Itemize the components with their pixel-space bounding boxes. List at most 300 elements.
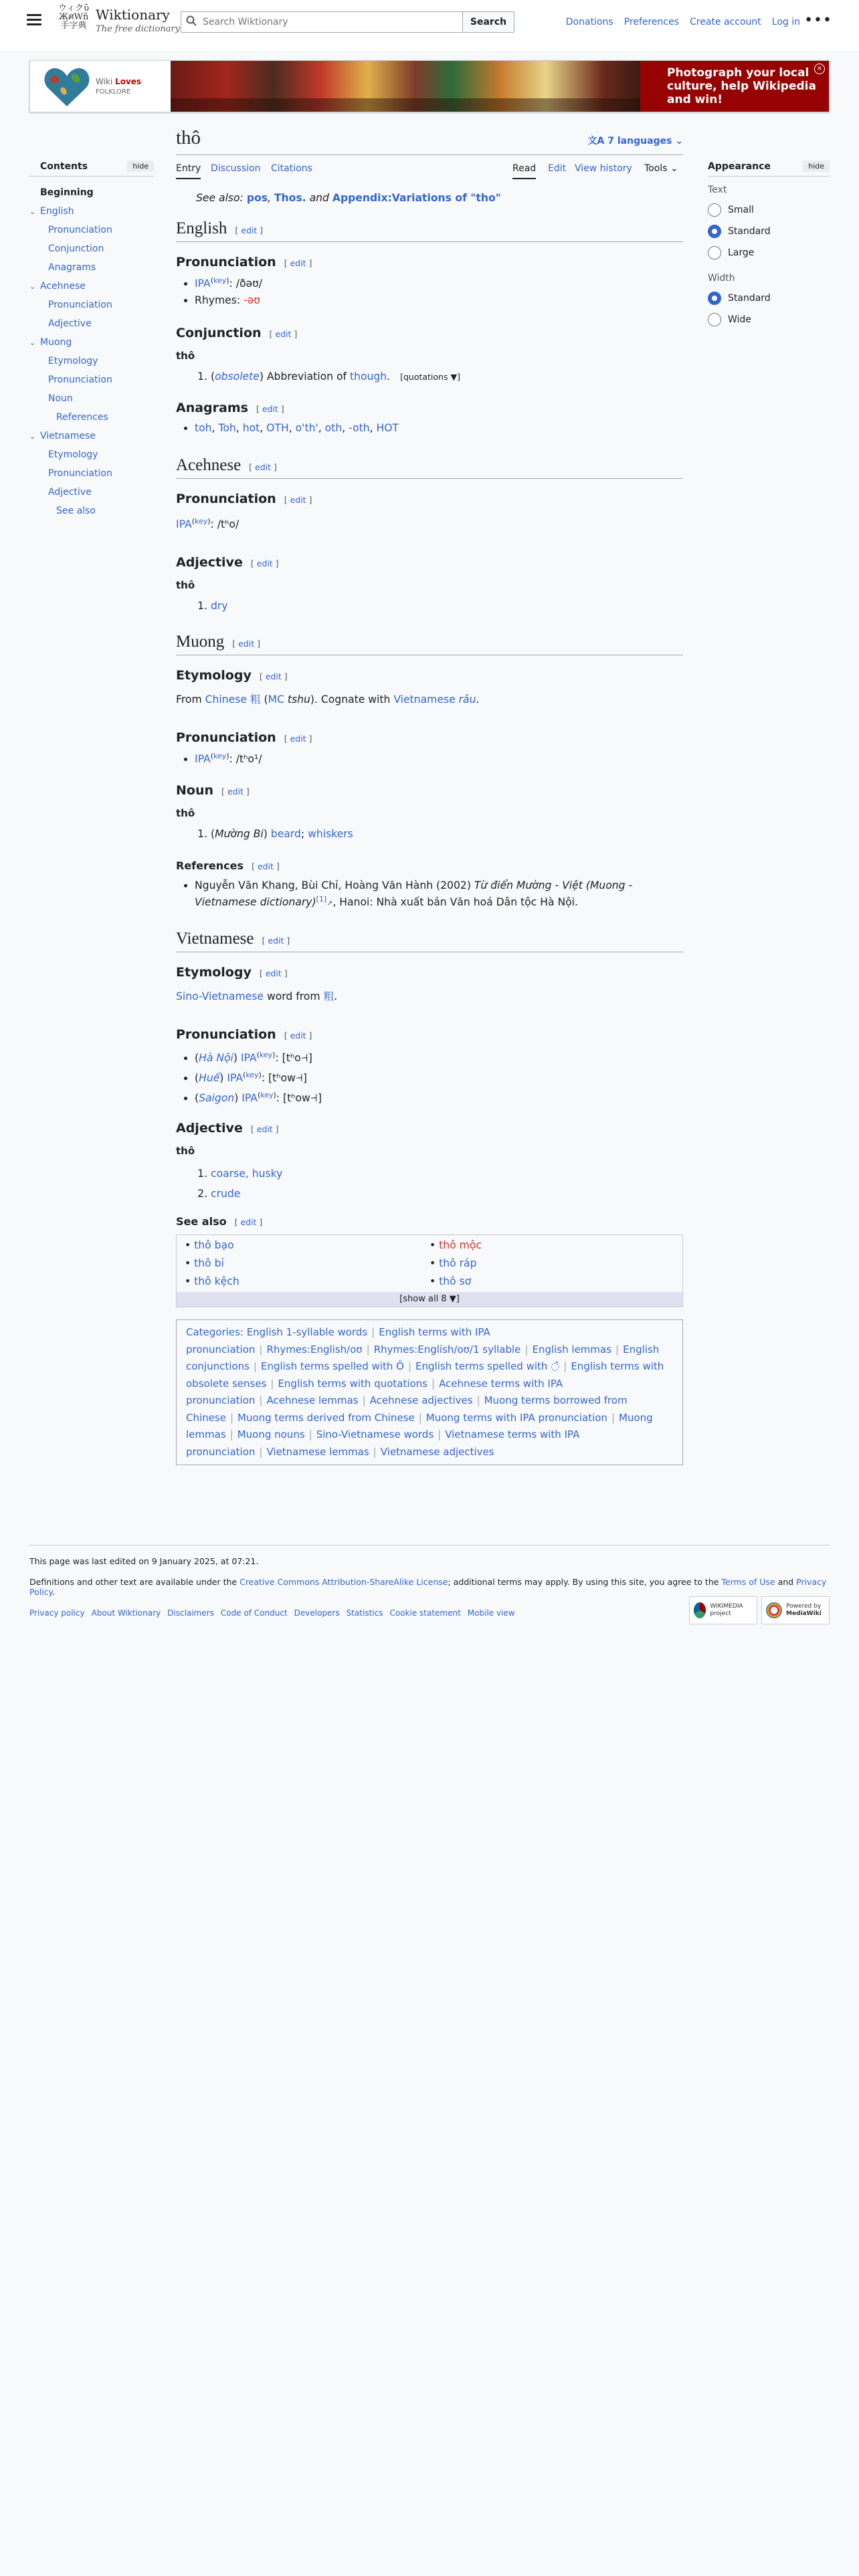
- category-link[interactable]: Muong terms borrowed from Chinese: [186, 1394, 628, 1424]
- heading-vietnamese: Vietnamese: [176, 930, 254, 948]
- text: word from: [266, 990, 320, 1002]
- toc-item-label: Conjunction: [48, 243, 104, 254]
- section-english-pronunciation: Pronunciation [ edit ]: [176, 255, 312, 270]
- heart-globe-icon: [43, 66, 90, 108]
- toc-item-label: Vietnamese: [40, 431, 96, 441]
- see-also-link[interactable]: thô bạo: [194, 1239, 234, 1251]
- section-vietnamese: Vietnamese [ edit ]: [176, 930, 683, 952]
- edit-link[interactable]: edit: [256, 558, 273, 568]
- footer-link[interactable]: Mobile view: [467, 1608, 515, 1618]
- toc-item[interactable]: [29, 183, 154, 202]
- category-link[interactable]: Vietnamese terms with IPA pronunciation: [186, 1428, 580, 1458]
- list-item: • thô kệch: [185, 1275, 240, 1287]
- tab-read[interactable]: Read: [512, 163, 536, 179]
- sino-vietnamese-link[interactable]: Sino-Vietnamese: [176, 990, 264, 1002]
- rau-link[interactable]: râu: [458, 693, 476, 706]
- footer-badges: [689, 1596, 830, 1624]
- section-vietnamese-adjective: Adjective [ edit ]: [176, 1121, 279, 1136]
- toc-title: Contents: [40, 160, 88, 172]
- toc-item[interactable]: [29, 464, 154, 483]
- chinese-link[interactable]: Chinese: [205, 693, 247, 706]
- tab-discussion[interactable]: Discussion: [211, 163, 261, 174]
- category-link[interactable]: Rhymes:English/oʊ: [266, 1343, 363, 1356]
- definition-link[interactable]: crude: [211, 1188, 241, 1200]
- license-mid: ; additional terms may apply. By using this site, you agree to the: [448, 1577, 719, 1587]
- though-link[interactable]: though: [349, 370, 387, 383]
- category-separator: |: [418, 1411, 422, 1424]
- toc-item-label: Anagrams: [48, 262, 96, 273]
- banner-cta[interactable]: Photograph your local culture, help Wikipedia and win!: [640, 61, 830, 112]
- definition-list: [176, 368, 683, 385]
- ref-external-link[interactable]: [1]: [316, 894, 327, 903]
- footer-link[interactable]: Statistics: [346, 1608, 383, 1618]
- definition: [211, 1164, 683, 1184]
- mediawiki-text-1: Powered by: [786, 1603, 822, 1610]
- list-item: • (Saigon) $IPA^{(key)}$: [tʰow˧˧]: [195, 1088, 683, 1108]
- wlf-wordmark: [96, 77, 141, 97]
- ipa-link[interactable]: IPA: [195, 753, 211, 765]
- category-link[interactable]: English conjunctions: [186, 1343, 660, 1372]
- category-link[interactable]: Rhymes:English/oʊ/1 syllable: [373, 1343, 521, 1356]
- logo-glyph: 手: [60, 21, 70, 31]
- toc-item-label: See also: [56, 506, 96, 516]
- banner-photo: [171, 61, 640, 112]
- mc-link[interactable]: MC: [268, 693, 284, 706]
- category-separator: |: [432, 1377, 436, 1390]
- rhymes-link[interactable]: -əʊ: [244, 294, 260, 306]
- chevron-down-icon[interactable]: ⌄: [29, 282, 36, 291]
- external-link-icon: ↗: [326, 899, 333, 907]
- section-vietnamese-etymology: Etymology [ edit ]: [176, 965, 288, 980]
- category-link[interactable]: English lemmas: [532, 1343, 612, 1356]
- toc-item[interactable]: [29, 483, 154, 502]
- list-item: • $IPA^{(key)}$: /ðəʊ/: [195, 276, 683, 292]
- edit-link[interactable]: edit: [265, 968, 282, 978]
- wikimedia-badge-text: WIKIMEDIA project: [710, 1603, 743, 1617]
- footer-link[interactable]: Cookie statement: [389, 1608, 461, 1618]
- entry-body: [176, 190, 683, 1465]
- close-icon[interactable]: ×: [814, 64, 825, 74]
- muong-etymology-text: From Chinese 粗 (MC tshu). Cognate with Vietnamese râu.: [176, 693, 480, 706]
- edit-link[interactable]: edit: [290, 495, 306, 505]
- user-link-donations[interactable]: Donations: [565, 17, 613, 27]
- toc-item-label: Pronunciation: [48, 468, 112, 479]
- toc-item-label: Acehnese: [40, 281, 86, 292]
- see-also-link[interactable]: thô bỉ: [194, 1257, 224, 1269]
- pronunciation-list: [176, 1048, 683, 1108]
- section-muong-references: References [ edit ]: [176, 859, 280, 872]
- wiki-loves-folklore-logo: [30, 61, 171, 112]
- brand-tagline: The free dictionary: [96, 24, 181, 34]
- list-item: • (Huế) $IPA^{(key)}$: [tʰow˧˧]: [195, 1068, 683, 1088]
- edit-link[interactable]: edit: [240, 1217, 257, 1227]
- edit-link[interactable]: edit: [257, 861, 274, 871]
- edit-link[interactable]: edit: [255, 462, 272, 472]
- anagram-link[interactable]: OTH: [266, 422, 289, 434]
- toc-item[interactable]: [29, 427, 154, 445]
- user-link-create-account[interactable]: Create account: [690, 17, 761, 27]
- mc-form: tshu: [287, 693, 310, 706]
- site-header: [0, 0, 859, 51]
- footer-link[interactable]: Disclaimers: [167, 1608, 214, 1618]
- toc-item[interactable]: [29, 370, 154, 389]
- category-link[interactable]: English terms with quotations: [278, 1377, 427, 1390]
- dialect-link[interactable]: [199, 1072, 219, 1084]
- heading: Pronunciation: [176, 730, 276, 745]
- search-icon: [181, 15, 201, 29]
- heading: Etymology: [176, 965, 252, 980]
- toc-item[interactable]: [29, 408, 154, 427]
- toc-item-label: Muong: [40, 337, 72, 348]
- ipa-link[interactable]: IPA: [240, 1052, 257, 1064]
- toc-item-label: Beginning: [40, 187, 94, 198]
- heading: Adjective: [176, 555, 243, 570]
- wlf-wiki: Wiki: [96, 77, 113, 86]
- edit-link[interactable]: edit: [290, 258, 306, 268]
- radio-button[interactable]: [708, 313, 721, 326]
- headword: thô: [176, 579, 195, 591]
- category-link[interactable]: Acehnese adjectives: [369, 1394, 473, 1406]
- definition: 1. (Mường Bi) beard; whiskers: [211, 826, 683, 843]
- category-link[interactable]: English terms with obsolete senses: [186, 1360, 664, 1390]
- more-options-icon[interactable]: •••: [804, 12, 832, 29]
- whiskers-link[interactable]: whiskers: [308, 828, 353, 840]
- language-button[interactable]: [588, 134, 683, 147]
- toc-item-label: Etymology: [48, 449, 98, 460]
- category-separator: |: [229, 1428, 233, 1440]
- text-size-option[interactable]: [708, 199, 830, 221]
- hatnote-prefix: See also:: [196, 192, 244, 204]
- toc-item[interactable]: [29, 296, 154, 314]
- quotations-toggle[interactable]: [quotations ▼]: [400, 372, 460, 382]
- terms-link[interactable]: Terms of Use: [721, 1577, 775, 1587]
- width-options: [708, 288, 830, 330]
- category-link[interactable]: Vietnamese adjectives: [380, 1445, 494, 1458]
- toc-list: [29, 183, 154, 520]
- pronunciation-list: [176, 276, 683, 309]
- logo-glyph: ウ: [58, 3, 67, 13]
- category-separator: |: [270, 1377, 274, 1390]
- brand[interactable]: [96, 7, 180, 34]
- section-muong: Muong [ edit ]: [176, 633, 683, 655]
- footer: [29, 1545, 830, 1618]
- footer-link[interactable]: About Wiktionary: [91, 1608, 161, 1618]
- heading: Adjective: [176, 1121, 243, 1136]
- appearance-panel: [708, 160, 830, 330]
- width-option[interactable]: [708, 309, 830, 330]
- category-separator: |: [611, 1411, 615, 1424]
- dialect-link[interactable]: [199, 1092, 234, 1104]
- anagram-link[interactable]: o'th': [295, 422, 318, 434]
- definition: [211, 598, 683, 615]
- category-separator: |: [366, 1343, 370, 1356]
- edit-link[interactable]: edit: [290, 734, 306, 744]
- ipa-link[interactable]: IPA: [195, 278, 211, 290]
- toc-item[interactable]: [29, 314, 154, 333]
- see-also-link[interactable]: thô mộc: [439, 1239, 482, 1251]
- heading: Pronunciation: [176, 255, 276, 270]
- dialect-link[interactable]: [199, 1052, 233, 1064]
- definition-text: Abbreviation of: [266, 370, 347, 383]
- toc-item-label: English: [40, 206, 74, 217]
- anagram-link[interactable]: hot: [242, 422, 260, 434]
- ipa-key-link[interactable]: key: [213, 751, 227, 760]
- footer-link[interactable]: Code of Conduct: [220, 1608, 288, 1618]
- category-separator: |: [259, 1343, 263, 1356]
- footer-link[interactable]: Privacy policy: [29, 1608, 85, 1618]
- category-separator: |: [476, 1394, 480, 1406]
- toc-item-label: Pronunciation: [48, 225, 112, 235]
- edit-link[interactable]: edit: [275, 329, 292, 339]
- text-size-options: [708, 199, 830, 263]
- chevron-down-icon[interactable]: ⌄: [29, 432, 36, 441]
- toc-item[interactable]: [29, 502, 154, 520]
- license-text: Definitions and other text are available under the Creative Commons Attribution-ShareAlike License; additional terms may apply. By using this site, you agree to the Terms of Use and Privacy Policy.: [29, 1577, 827, 1597]
- anagram-link[interactable]: -oth: [349, 422, 370, 434]
- toc-item[interactable]: [29, 258, 154, 277]
- edit-link[interactable]: edit: [256, 1124, 273, 1134]
- heading: See also: [176, 1215, 227, 1228]
- ipa-key-link[interactable]: key: [213, 276, 227, 285]
- main-content: [176, 127, 683, 1465]
- toc-item[interactable]: [29, 445, 154, 464]
- ipa-key-link[interactable]: key: [259, 1050, 273, 1059]
- chinese-char-link[interactable]: 粗: [323, 990, 335, 1002]
- dry-link[interactable]: dry: [211, 600, 228, 612]
- last-edited: This page was last edited on 9 January 2025, at 07:21.: [29, 1556, 259, 1566]
- list-item: • (Hà Nội) $IPA^{(key)}$: [tʰo˧˧]: [195, 1048, 683, 1068]
- toc-item[interactable]: [29, 277, 154, 296]
- logo-glyph: ศ: [68, 12, 74, 22]
- edit-link[interactable]: edit: [268, 936, 284, 946]
- logo-glyph: W: [74, 12, 83, 22]
- category-link[interactable]: Vietnamese lemmas: [266, 1445, 369, 1458]
- anagram-list: [176, 420, 683, 437]
- wiktionary-logo[interactable]: [56, 4, 91, 41]
- category-link[interactable]: Muong terms with IPA pronunciation: [425, 1411, 607, 1424]
- text-size-option[interactable]: [708, 221, 830, 242]
- definition-link[interactable]: coarse, husky: [211, 1168, 283, 1180]
- definition-list: [176, 1164, 683, 1204]
- toc-item[interactable]: [29, 352, 154, 370]
- edit-link[interactable]: edit: [241, 225, 258, 235]
- license-link[interactable]: Creative Commons Attribution-ShareAlike License: [240, 1577, 448, 1587]
- ipa-key-link[interactable]: key: [246, 1070, 259, 1079]
- edit-link[interactable]: edit: [265, 671, 282, 681]
- obsolete-link[interactable]: obsolete: [215, 370, 260, 383]
- toc-hide-button[interactable]: hide: [127, 160, 154, 172]
- category-separator: |: [615, 1343, 619, 1356]
- tools-menu[interactable]: [644, 163, 678, 178]
- category-separator: |: [259, 1445, 263, 1458]
- search-button[interactable]: Search: [462, 11, 514, 33]
- hatnote-and: and: [309, 192, 329, 204]
- user-link-preferences[interactable]: Preferences: [624, 17, 680, 27]
- mediawiki-text-2: MediaWiki: [786, 1610, 822, 1617]
- pronunciation-list: [176, 751, 683, 768]
- anagram-link[interactable]: toh: [195, 422, 212, 434]
- privacy-link[interactable]: Privacy Policy: [29, 1577, 827, 1597]
- category-separator: |: [259, 1394, 263, 1406]
- ipa-link[interactable]: IPA: [242, 1092, 258, 1104]
- toc-item-label: Adjective: [48, 487, 92, 498]
- anagram-link[interactable]: oth: [324, 422, 343, 434]
- heading-muong: Muong: [176, 633, 225, 651]
- text-size-option[interactable]: [708, 242, 830, 263]
- ipa-value: : [tʰo˧˧]: [275, 1052, 312, 1064]
- ipa-key-link[interactable]: key: [194, 516, 208, 526]
- list-item: • thô ráp: [430, 1257, 477, 1269]
- anagram-link[interactable]: Toh: [218, 422, 236, 434]
- page-tabs: [176, 155, 683, 181]
- ipa-link[interactable]: IPA: [227, 1072, 244, 1084]
- tab-entry[interactable]: Entry: [176, 163, 201, 179]
- ipa-link[interactable]: IPA: [176, 518, 192, 530]
- edit-link[interactable]: edit: [238, 639, 255, 649]
- section-vietnamese-pronunciation: Pronunciation [ edit ]: [176, 1027, 312, 1042]
- logo-glyph: Ж: [58, 12, 69, 22]
- list-item: • thô mộc: [430, 1239, 482, 1251]
- dialect-label[interactable]: Saigon: [199, 1092, 235, 1104]
- heading: Anagrams: [176, 401, 248, 415]
- category-box: [176, 1319, 683, 1465]
- heading: Conjunction: [176, 326, 262, 340]
- main-menu-icon[interactable]: [27, 14, 41, 26]
- ipa-key-link[interactable]: key: [260, 1090, 274, 1099]
- toc-item-label: Pronunciation: [48, 300, 112, 310]
- page-title: thô: [176, 127, 201, 148]
- chinese-char-link[interactable]: 粗: [250, 693, 261, 706]
- radio-label: Large: [728, 247, 755, 258]
- category-link[interactable]: Muong terms derived from Chinese: [237, 1411, 415, 1424]
- appearance-hide-button[interactable]: hide: [803, 160, 830, 172]
- category-link[interactable]: English terms spelled with ◌̂: [415, 1360, 560, 1372]
- category-separator: |: [407, 1360, 412, 1372]
- category-separator: |: [438, 1428, 442, 1440]
- category-link[interactable]: Acehnese terms with IPA pronunciation: [186, 1377, 563, 1406]
- brand-name[interactable]: Wiktionary: [96, 7, 170, 23]
- radio-label: Wide: [728, 314, 751, 325]
- definition: 1. (obsolete) Abbreviation of though. [quotations ▼]: [211, 368, 683, 385]
- toc-item[interactable]: [29, 202, 154, 221]
- dialect-label: Mường Bi: [215, 828, 264, 840]
- tab-view-history[interactable]: View history: [575, 163, 632, 174]
- footer-link[interactable]: Developers: [294, 1608, 340, 1618]
- radio-button[interactable]: [708, 225, 721, 238]
- ref-authors: Nguyễn Văn Khang, Bùi Chỉ, Hoàng Văn Hành (2002): [195, 879, 471, 891]
- category-separator: |: [563, 1360, 567, 1372]
- anagram-link[interactable]: HOT: [376, 422, 399, 434]
- hatnote-link-thos[interactable]: Thos.: [274, 192, 306, 204]
- see-also-link[interactable]: thô ráp: [439, 1257, 477, 1269]
- edit-link[interactable]: edit: [227, 786, 244, 796]
- chevron-down-icon[interactable]: ⌄: [29, 338, 36, 347]
- section-acehnese-pronunciation: Pronunciation [ edit ]: [176, 492, 312, 506]
- text-size-label: Text: [708, 185, 727, 195]
- list-item: • $IPA^{(key)}$: /tʰo¹/: [195, 751, 683, 768]
- categories-label[interactable]: Categories:: [186, 1326, 244, 1338]
- user-links: [555, 17, 800, 27]
- wikimedia-logo-icon: [694, 1602, 706, 1618]
- heading: Noun: [176, 783, 214, 798]
- edit-link[interactable]: edit: [262, 404, 278, 414]
- language-count: 7 languages: [607, 136, 672, 146]
- toc-item[interactable]: [29, 221, 154, 239]
- headword: thô: [176, 1145, 195, 1157]
- radio-button[interactable]: [708, 203, 721, 217]
- radio-button[interactable]: [708, 246, 721, 259]
- hatnote-link-pos[interactable]: pos: [246, 192, 268, 204]
- logo-glyph: ィ: [66, 3, 76, 13]
- mediawiki-badge[interactable]: [761, 1596, 830, 1624]
- ipa-value: : /tʰo¹/: [229, 753, 262, 765]
- definition-list: [176, 826, 683, 843]
- toc-item-label: References: [56, 412, 108, 423]
- ipa-value: : /tʰo/: [210, 518, 240, 530]
- definition-list: [176, 598, 683, 615]
- width-option[interactable]: [708, 288, 830, 309]
- category-link[interactable]: English terms with IPA pronunciation: [186, 1326, 490, 1356]
- show-all-toggle[interactable]: [show all 8 ▼]: [177, 1292, 682, 1307]
- dialect-label[interactable]: Hà Nội: [199, 1052, 233, 1064]
- see-also-link[interactable]: thô sơ: [439, 1275, 472, 1287]
- category-link[interactable]: English 1-syllable words: [246, 1326, 368, 1338]
- toc-item[interactable]: [29, 239, 154, 258]
- translate-icon: 文A: [587, 136, 608, 146]
- category-link[interactable]: Muong lemmas: [186, 1411, 653, 1440]
- vietnamese-link[interactable]: Vietnamese: [393, 693, 456, 706]
- radio-label: Standard: [728, 226, 771, 237]
- see-also-box: [176, 1235, 683, 1307]
- heading: Pronunciation: [176, 1027, 276, 1042]
- see-also-link[interactable]: thô kệch: [194, 1275, 240, 1287]
- campaign-banner[interactable]: [29, 60, 830, 112]
- beard-link[interactable]: beard: [270, 828, 301, 840]
- category-link[interactable]: English terms spelled with Ô: [260, 1360, 404, 1372]
- toc-item[interactable]: [29, 389, 154, 408]
- tab-edit[interactable]: Edit: [548, 163, 567, 174]
- hatnote-link-appendix[interactable]: Appendix:Variations of "tho": [332, 192, 501, 204]
- radio-label: Standard: [728, 293, 771, 304]
- wikimedia-badge[interactable]: [689, 1596, 757, 1624]
- dialect-label[interactable]: Huế: [199, 1072, 220, 1084]
- category-link[interactable]: Muong nouns: [237, 1428, 305, 1440]
- section-muong-noun: Noun [ edit ]: [176, 783, 250, 798]
- search-input[interactable]: [201, 16, 463, 28]
- headword: thô: [176, 807, 195, 819]
- list-item: • thô sơ: [430, 1275, 472, 1287]
- category-separator: |: [524, 1343, 529, 1356]
- edit-link[interactable]: edit: [290, 1031, 306, 1041]
- radio-button[interactable]: [708, 292, 721, 305]
- category-link[interactable]: Acehnese lemmas: [266, 1394, 359, 1406]
- tools-label: Tools: [644, 163, 668, 174]
- toc-item[interactable]: [29, 333, 154, 352]
- chevron-down-icon[interactable]: ⌄: [29, 207, 36, 216]
- category-separator: |: [362, 1394, 366, 1406]
- search-box[interactable]: [181, 11, 464, 33]
- ipa-value: : [tʰow˧˧]: [276, 1092, 322, 1104]
- user-link-log-in[interactable]: Log in: [771, 17, 800, 27]
- section-muong-pronunciation: Pronunciation [ edit ]: [176, 730, 312, 745]
- category-link[interactable]: Sino-Vietnamese words: [316, 1428, 434, 1440]
- section-muong-etymology: Etymology [ edit ]: [176, 668, 288, 683]
- ipa-value: : [tʰow˧˧]: [261, 1072, 307, 1084]
- logo-glyph: ῡ: [84, 3, 90, 13]
- text: Cognate with: [320, 693, 391, 706]
- rhymes-label: Rhymes:: [195, 294, 241, 306]
- tab-citations[interactable]: Citations: [271, 163, 312, 174]
